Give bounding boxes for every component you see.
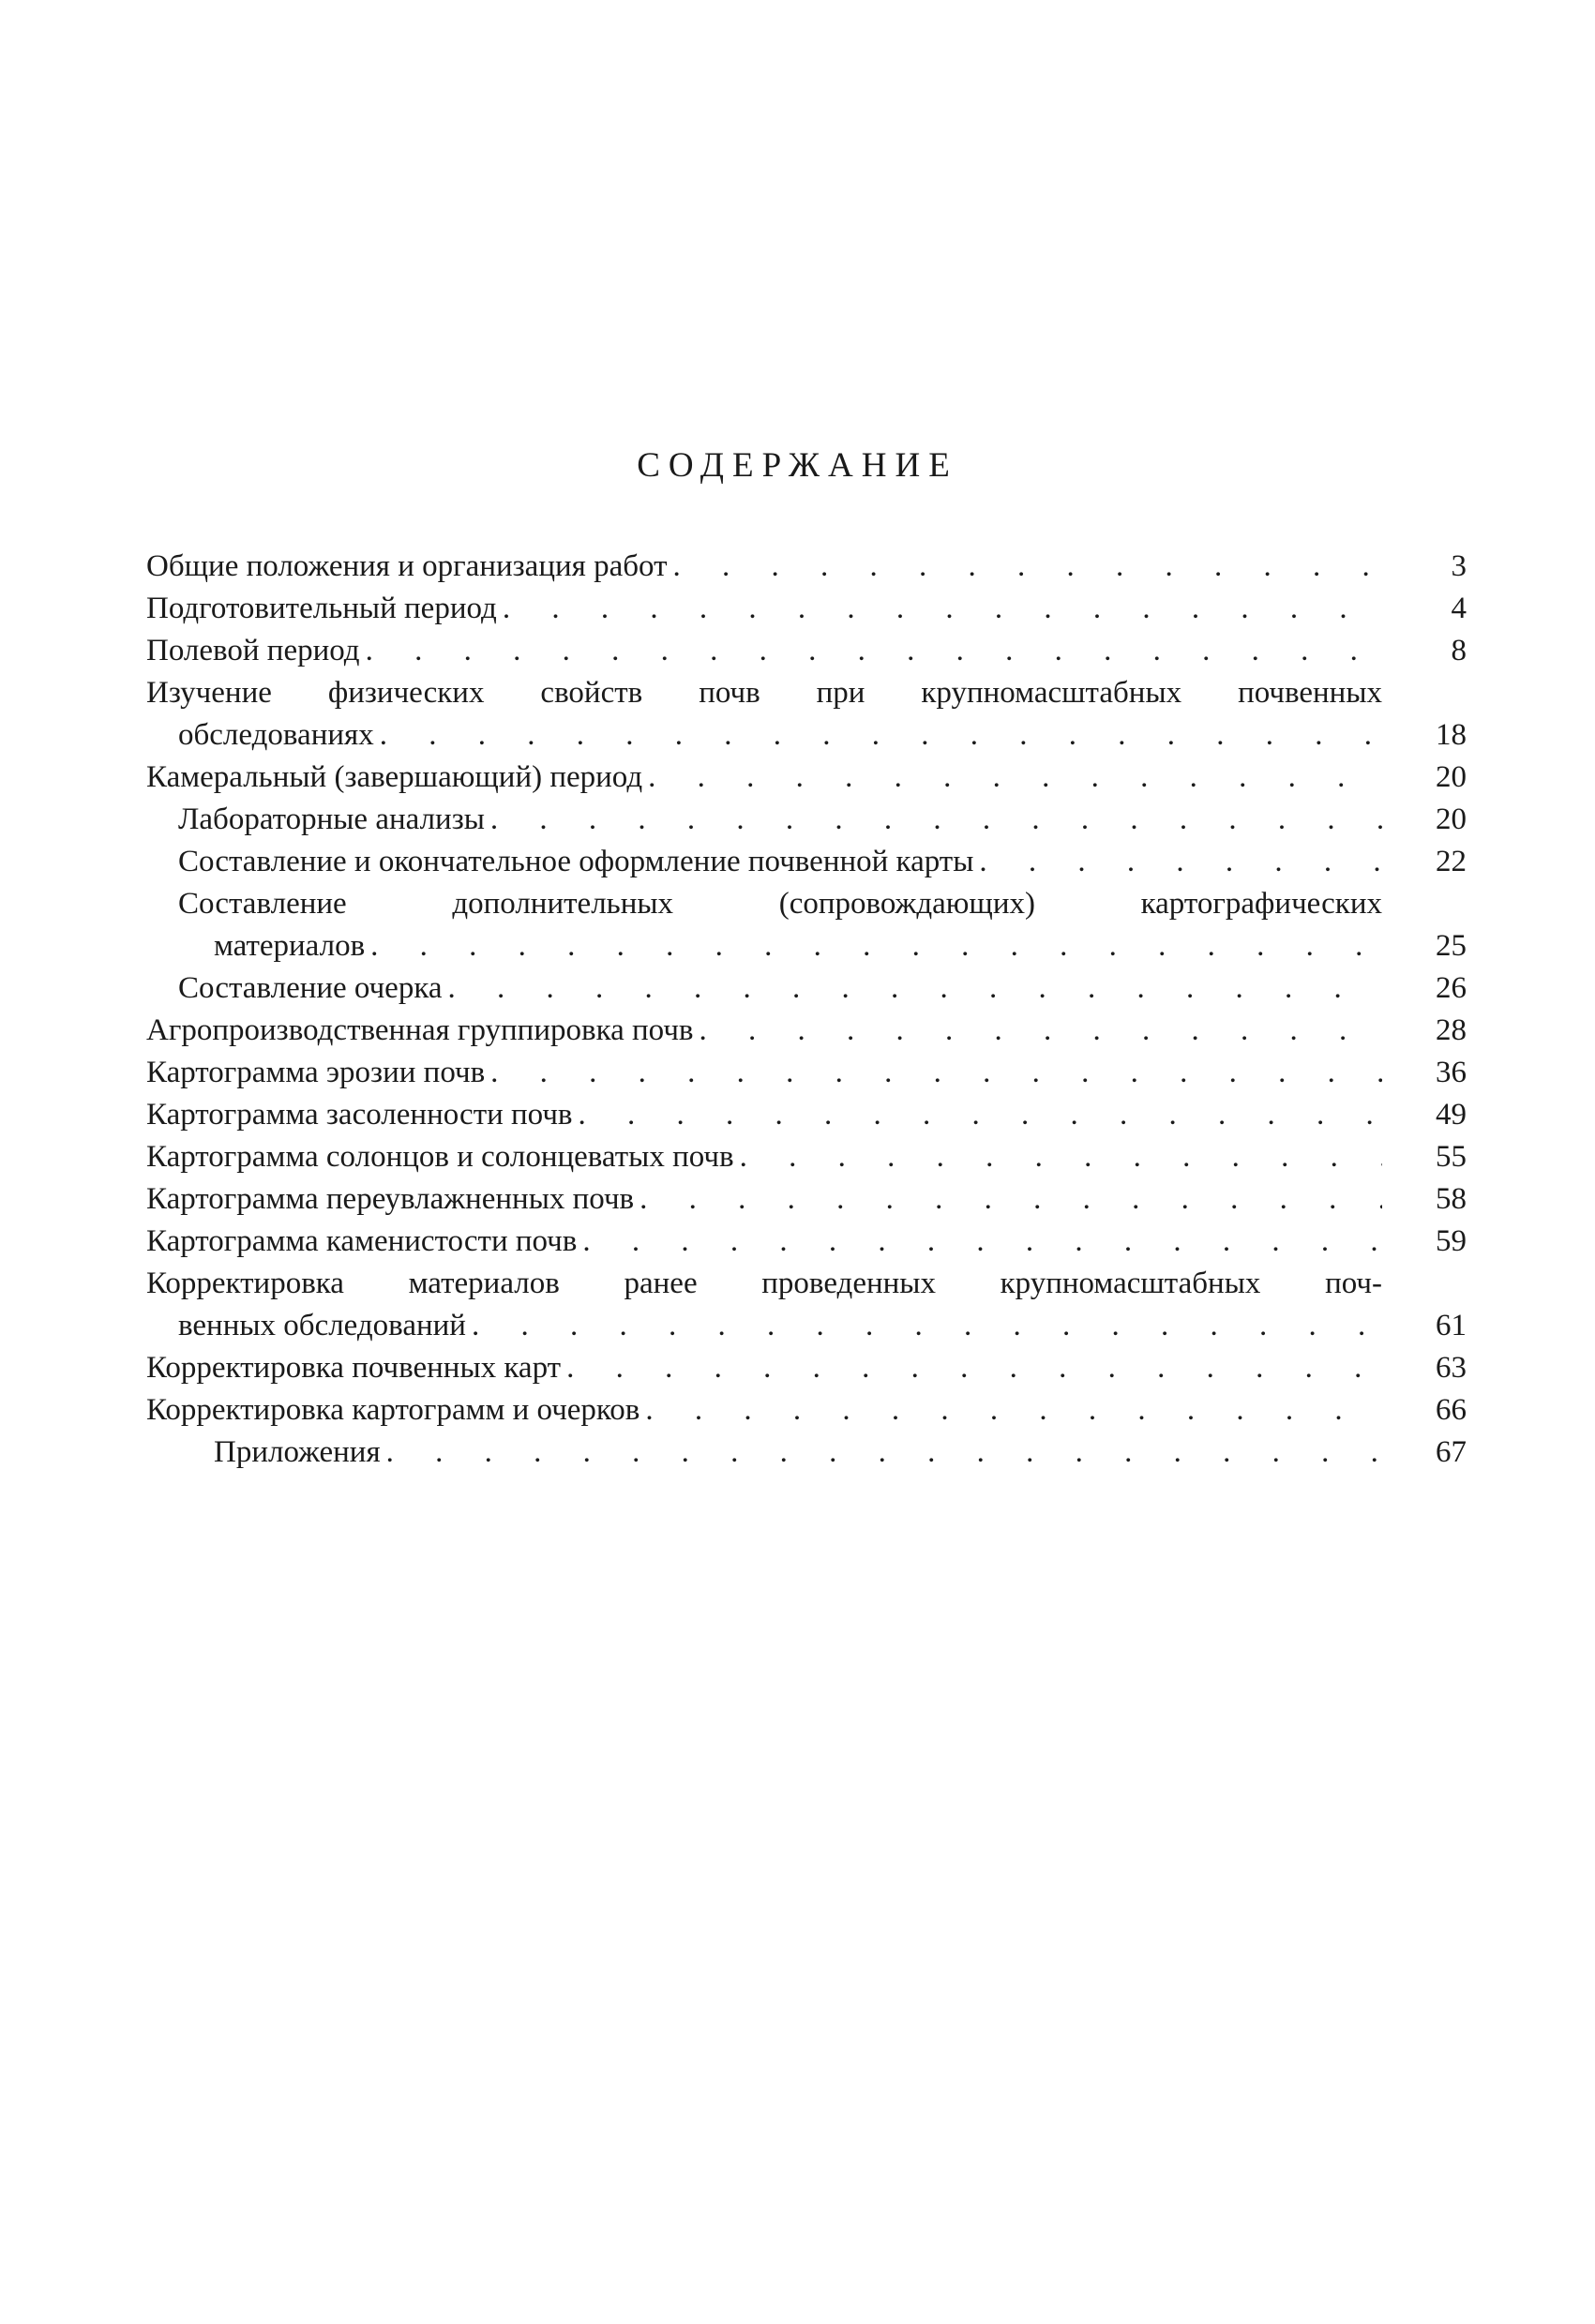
toc-entry-line: [146, 1094, 1467, 1136]
toc-entry-title: Корректировка почвенных карт: [146, 1351, 562, 1385]
toc-entry-title: Агропроизводственная группировка почв: [146, 1013, 694, 1047]
dot-leader: [734, 1136, 1382, 1178]
dot-leader: [577, 1221, 1382, 1263]
toc-entry-title: материалов: [214, 929, 366, 963]
toc-entry: [146, 757, 1467, 799]
toc-entry-line: [146, 799, 1467, 841]
toc-entry-title: Составление очерка: [178, 971, 443, 1005]
toc-entry: [146, 1263, 1467, 1347]
toc-entry-line: [146, 1136, 1467, 1178]
toc-entry-line: [146, 1178, 1467, 1221]
toc-entry-line: [146, 672, 1467, 714]
toc-entry-line: [146, 1305, 1467, 1347]
dot-leader: [640, 1389, 1382, 1432]
toc-page-number: 61: [1436, 1309, 1467, 1342]
dot-leader: [573, 1094, 1382, 1136]
table-of-contents: [146, 546, 1467, 1474]
toc-entry-line: [146, 1010, 1467, 1052]
toc-entry-word: свойств: [540, 676, 643, 710]
toc-entry-word: Изучение: [146, 676, 272, 710]
dot-leader: [443, 967, 1383, 1010]
toc-entry-title: Камеральный (завершающий) период: [146, 760, 643, 794]
toc-page-number: 63: [1436, 1351, 1467, 1385]
toc-page-number: 8: [1451, 634, 1467, 667]
toc-entry-title: Картограмма переувлажненных почв: [146, 1182, 635, 1216]
dot-leader: [466, 1305, 1382, 1347]
toc-entry-line: [146, 925, 1467, 967]
dot-leader: [374, 714, 1382, 757]
toc-entry-line: [146, 1052, 1467, 1094]
toc-entry: [146, 967, 1467, 1010]
toc-entry: [146, 1389, 1467, 1432]
toc-entry-title: Составление и окончательное оформление почвенной карты: [178, 845, 974, 878]
toc-entry: [146, 1010, 1467, 1052]
toc-entry-title: Картограмма засоленности почв: [146, 1098, 573, 1132]
toc-entry: [146, 1221, 1467, 1263]
toc-page-number: 67: [1436, 1435, 1467, 1469]
toc-entry-line: [146, 546, 1467, 588]
toc-entry-word: (сопровождающих): [778, 887, 1035, 921]
dot-leader: [561, 1347, 1382, 1389]
toc-entry-word: ранее: [624, 1267, 698, 1300]
toc-entry: [146, 672, 1467, 757]
toc-entry-word: почв: [699, 676, 760, 710]
toc-entry-title: Корректировка картограмм и очерков: [146, 1393, 640, 1427]
toc-entry: [146, 1432, 1467, 1474]
toc-entry-title: Полевой период: [146, 634, 360, 667]
toc-entry-line: [146, 1389, 1467, 1432]
toc-entry-line: [146, 588, 1467, 630]
toc-entry-line: [146, 841, 1467, 883]
toc-entry-title: Картограмма солонцов и солонцеватых почв: [146, 1140, 734, 1174]
dot-leader: [485, 799, 1382, 841]
page-title: СОДЕРЖАНИЕ: [637, 446, 958, 485]
dot-leader: [642, 757, 1382, 799]
toc-page-number: 18: [1436, 718, 1467, 752]
toc-entry-line: [146, 1221, 1467, 1263]
toc-page-number: 20: [1436, 802, 1467, 836]
toc-entry-title: Подготовительный период: [146, 592, 497, 625]
dot-leader: [694, 1010, 1383, 1052]
toc-page-number: 58: [1436, 1182, 1467, 1216]
dot-leader: [668, 546, 1383, 588]
toc-entry: [146, 1136, 1467, 1178]
toc-entry-title: обследованиях: [178, 718, 374, 752]
toc-entry-title: Картограмма каменистости почв: [146, 1224, 578, 1258]
toc-entry-line: [146, 883, 1467, 925]
toc-page-number: 22: [1436, 845, 1467, 878]
toc-entry: [146, 630, 1467, 672]
toc-entry: [146, 799, 1467, 841]
toc-entry-word: Составление: [178, 887, 347, 921]
toc-entry-line: [146, 630, 1467, 672]
toc-entry-title: Общие положения и организация работ: [146, 549, 668, 583]
toc-page-number: 25: [1436, 929, 1467, 963]
toc-entry: [146, 841, 1467, 883]
toc-entry-title: Приложения: [214, 1435, 381, 1469]
toc-entry-word: картографических: [1140, 887, 1382, 921]
toc-page-number: 59: [1436, 1224, 1467, 1258]
toc-page-number: 26: [1436, 971, 1467, 1005]
toc-entry-word: при: [816, 676, 865, 710]
toc-entry-word: почвенных: [1238, 676, 1382, 710]
toc-entry-line: [146, 1432, 1467, 1474]
toc-entry-line: [146, 1263, 1467, 1305]
dot-leader: [381, 1432, 1382, 1474]
toc-page-number: 49: [1436, 1098, 1467, 1132]
toc-entry-word: дополнительных: [452, 887, 674, 921]
toc-entry: [146, 1178, 1467, 1221]
toc-page-number: 3: [1451, 549, 1467, 583]
toc-page-number: 66: [1436, 1393, 1467, 1427]
toc-entry-word: поч-: [1325, 1267, 1382, 1300]
toc-entry-word: Корректировка: [146, 1267, 344, 1300]
toc-entry-title: Картограмма эрозии почв: [146, 1056, 486, 1089]
toc-entry-line: [146, 967, 1467, 1010]
toc-entry-word: физических: [327, 676, 485, 710]
dot-leader: [360, 630, 1382, 672]
toc-entry-word: крупномасштабных: [921, 676, 1182, 710]
toc-entry-title: венных обследований: [178, 1309, 466, 1342]
toc-entry-word: материалов: [408, 1267, 560, 1300]
toc-entry: [146, 546, 1467, 588]
toc-entry-word: крупномасштабных: [1000, 1267, 1261, 1300]
toc-entry: [146, 883, 1467, 967]
toc-page-number: 20: [1436, 760, 1467, 794]
toc-entry: [146, 1347, 1467, 1389]
toc-entry: [146, 588, 1467, 630]
toc-entry-line: [146, 714, 1467, 757]
toc-page-number: 36: [1436, 1056, 1467, 1089]
toc-entry-word: проведенных: [761, 1267, 936, 1300]
toc-entry-line: [146, 1347, 1467, 1389]
dot-leader: [973, 841, 1382, 883]
dot-leader: [634, 1178, 1382, 1221]
toc-entry: [146, 1094, 1467, 1136]
toc-entry-title: Лабораторные анализы: [178, 802, 485, 836]
dot-leader: [485, 1052, 1382, 1094]
dot-leader: [497, 588, 1382, 630]
toc-page-number: 28: [1436, 1013, 1467, 1047]
toc-page-number: 55: [1436, 1140, 1467, 1174]
toc-entry: [146, 1052, 1467, 1094]
toc-page-number: 4: [1451, 592, 1467, 625]
dot-leader: [365, 925, 1382, 967]
toc-entry-line: [146, 757, 1467, 799]
